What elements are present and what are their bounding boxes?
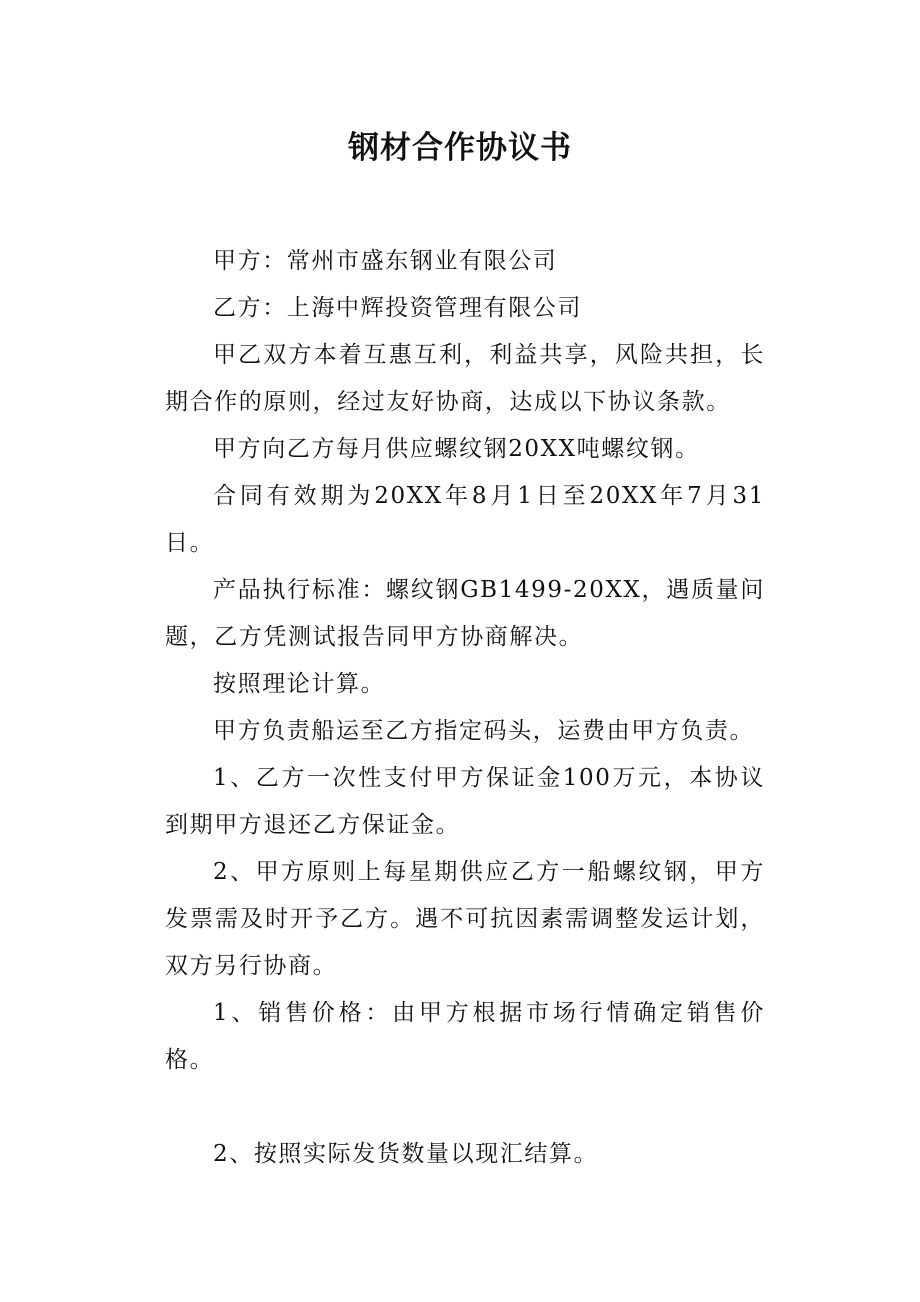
- shipping-paragraph: 甲方负责船运至乙方指定码头，运费由甲方负责。: [213, 718, 755, 744]
- calculation-method-paragraph: 按照理论计算。: [213, 671, 386, 697]
- document-body: [165, 238, 765, 1178]
- party-a-line: 甲方：常州市盛东钢业有限公司: [213, 248, 558, 274]
- deposit-clause-paragraph: 1、乙方一次性支付甲方保证金100万元，本协议到期甲方退还乙方保证金。: [165, 765, 765, 838]
- monthly-supply-paragraph: 甲方向乙方每月供应螺纹钢20XX吨螺纹钢。: [213, 436, 700, 462]
- agreement-intro-paragraph: 甲乙双方本着互惠互利，利益共享，风险共担，长期合作的原则，经过友好协商，达成以下协议条款。: [165, 342, 765, 415]
- document-title: 钢材合作协议书: [348, 130, 572, 166]
- product-standard-paragraph: 产品执行标准：螺纹钢GB1499-20XX，遇质量问题，乙方凭测试报告同甲方协商解决。: [165, 577, 765, 650]
- weekly-supply-clause-paragraph: 2、甲方原则上每星期供应乙方一船螺纹钢，甲方发票需及时开予乙方。遇不可抗因素需调整发运计划，双方另行协商。: [165, 859, 765, 979]
- sales-price-clause-paragraph: 1、销售价格：由甲方根据市场行情确定销售价格。: [165, 1000, 765, 1073]
- party-b-line: 乙方：上海中辉投资管理有限公司: [213, 295, 582, 321]
- contract-period-paragraph: 合同有效期为20XX年8月1日至20XX年7月31日。: [165, 483, 765, 556]
- settlement-clause-paragraph: 2、按照实际发货数量以现汇结算。: [213, 1141, 599, 1167]
